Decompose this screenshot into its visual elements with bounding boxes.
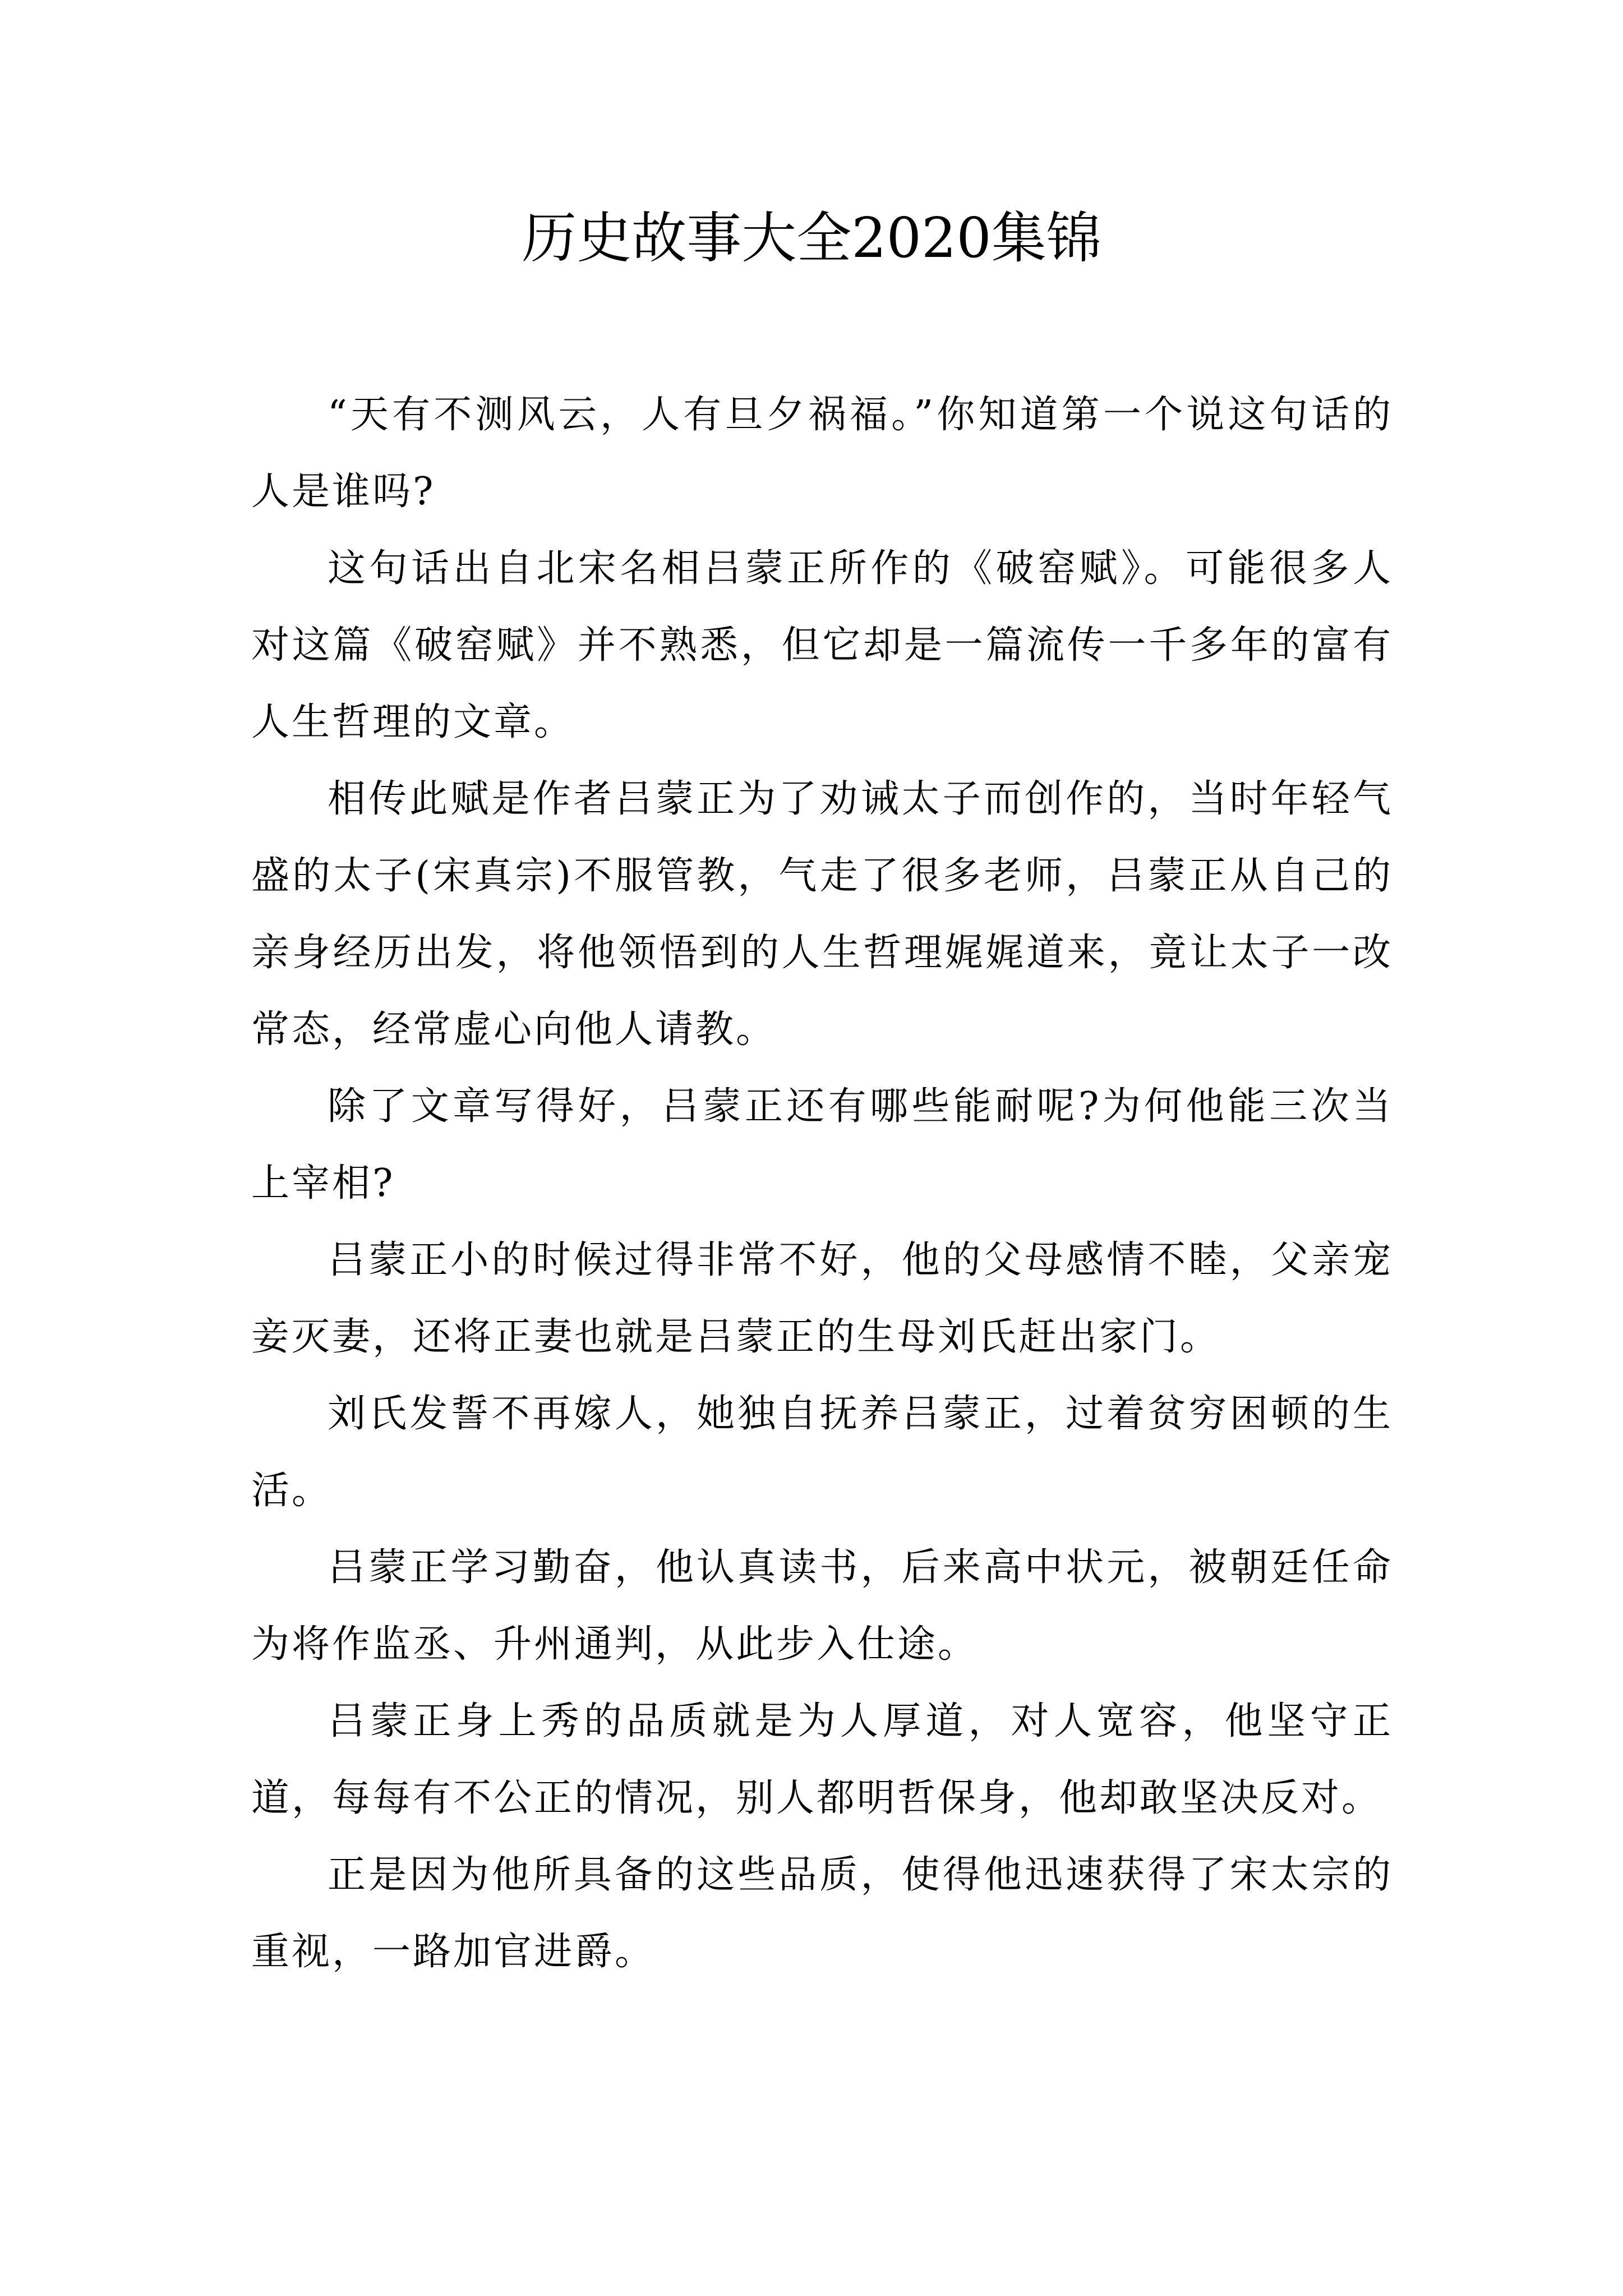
paragraph: 正是因为他所具备的这些品质，使得他迅速获得了宋太宗的重视，一路加官进爵。 (251, 1853, 1393, 1974)
paragraph: 刘氏发誓不再嫁人，她独自抚养吕蒙正，过着贫穷困顿的生活。 (251, 1392, 1393, 1513)
paragraph: 吕蒙正小的时候过得非常不好，他的父母感情不睦，父亲宠妾灭妻，还将正妻也就是吕蒙正的生母刘氏赶出家门。 (251, 1238, 1393, 1359)
paragraph: 吕蒙正身上秀的品质就是为人厚道，对人宽容，他坚守正道，每每有不公正的情况，别人都明哲保身，他却敢坚决反对。 (251, 1699, 1393, 1820)
paragraph: 除了文章写得好，吕蒙正还有哪些能耐呢?为何他能三次当上宰相? (251, 1084, 1393, 1205)
document-body (251, 376, 1393, 1990)
paragraph: “天有不测风云，人有旦夕祸福。”你知道第一个说这句话的人是谁吗? (251, 393, 1393, 514)
paragraph: 这句话出自北宋名相吕蒙正所作的《破窑赋》。可能很多人对这篇《破窑赋》并不熟悉，但它却是一篇流传一千多年的富有人生哲理的文章。 (251, 546, 1393, 744)
paragraph: 相传此赋是作者吕蒙正为了劝诫太子而创作的，当时年轻气盛的太子(宋真宗)不服管教，气走了很多老师，吕蒙正从自己的亲身经历出发，将他领悟到的人生哲理娓娓道来，竟让太子一改常态，经常虚心向他人请教。 (251, 777, 1393, 1052)
paragraph: 吕蒙正学习勤奋，他认真读书，后来高中状元，被朝廷任命为将作监丞、升州通判，从此步入仕途。 (251, 1545, 1393, 1667)
document-title: 历史故事大全2020集锦 (522, 206, 1101, 270)
